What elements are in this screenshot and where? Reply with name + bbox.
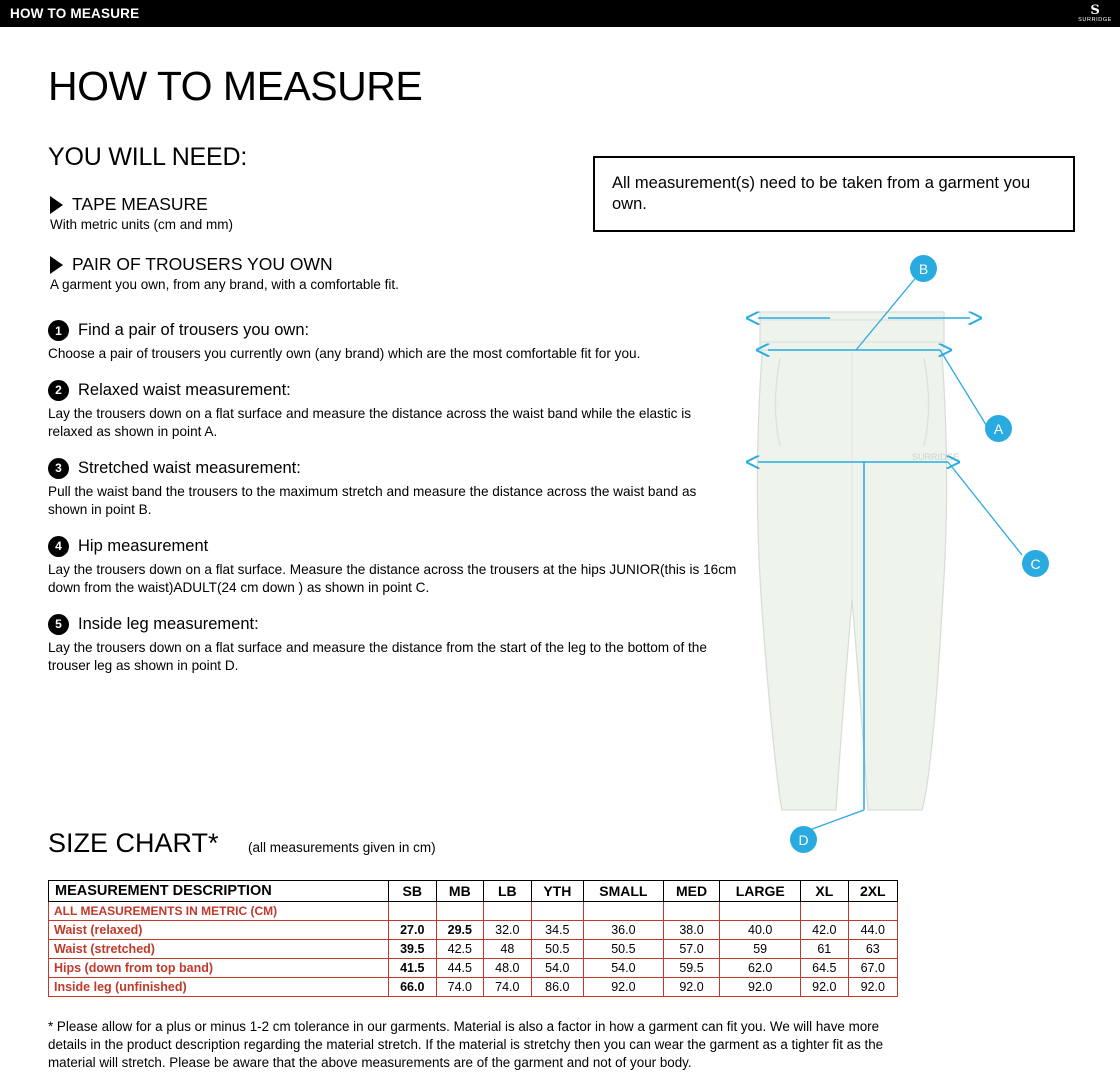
cell: 27.0	[389, 921, 437, 940]
cell: 59	[720, 940, 801, 959]
cell: 42.0	[801, 921, 849, 940]
cell: 38.0	[663, 921, 720, 940]
step-title: Stretched waist measurement:	[78, 458, 301, 477]
step-4	[48, 536, 738, 597]
size-chart-table	[48, 880, 898, 997]
cell: 39.5	[389, 940, 437, 959]
step-2	[48, 380, 738, 441]
table-row	[49, 921, 898, 940]
section-label: ALL MEASUREMENTS IN METRIC (CM)	[49, 902, 389, 921]
col-header-mb: MB	[436, 881, 484, 902]
cell: 42.5	[436, 940, 484, 959]
step-body: Lay the trousers down on a flat surface and measure the distance from the start of the leg to the bottom of the trouser leg as shown in point D.	[48, 639, 707, 673]
cell: 57.0	[663, 940, 720, 959]
cell: 54.0	[531, 959, 583, 978]
cell: 54.0	[584, 959, 664, 978]
cell	[484, 902, 532, 921]
svg-text:SURRIDGE: SURRIDGE	[912, 452, 960, 462]
step-title: Find a pair of trousers you own:	[78, 321, 310, 339]
cell: 40.0	[720, 921, 801, 940]
table-row	[49, 959, 898, 978]
cell: 59.5	[663, 959, 720, 978]
step-head	[48, 320, 738, 341]
cell: 61	[801, 940, 849, 959]
table-body	[49, 902, 898, 997]
cell	[389, 902, 437, 921]
cell: 92.0	[584, 978, 664, 997]
table-header-row	[49, 881, 898, 902]
cell: 41.5	[389, 959, 437, 978]
footnote-text: * Please allow for a plus or minus 1-2 cm tolerance in our garments. Material is also a factor in how a garment can fit you. We will have more details in the product description regarding the material stretch. If the material is stretchy then you can wear the garment as a tighter fit as the material will stretch. Please be aware that the above measurements are of the garment and not of your body.	[48, 1019, 884, 1071]
need-subtext: With metric units (cm and mm)	[50, 217, 234, 232]
need-subtext: A garment you own, from any brand, with a comfortable fit.	[50, 277, 399, 292]
row-label: Waist (relaxed)	[49, 921, 389, 940]
cell: 44.0	[848, 921, 897, 940]
callout-d: D	[790, 826, 817, 853]
cell: 67.0	[848, 959, 897, 978]
cell: 32.0	[484, 921, 532, 940]
triangle-bullet-icon	[50, 196, 63, 214]
cell: 92.0	[801, 978, 849, 997]
brand-name-label: SURRIDGE	[1078, 16, 1112, 23]
cell: 34.5	[531, 921, 583, 940]
top-bar	[0, 0, 1120, 27]
measurement-note-text: All measurement(s) need to be taken from a garment you own.	[612, 173, 1031, 213]
brand-mark-icon: S	[1090, 2, 1100, 18]
cell: 44.5	[436, 959, 484, 978]
need-heading: TAPE MEASURE	[72, 194, 208, 214]
step-body: Choose a pair of trousers you currently own (any brand) which are the most comfortable fit for you.	[48, 346, 641, 361]
step-title: Inside leg measurement:	[78, 614, 259, 633]
cell: 74.0	[484, 978, 532, 997]
cell	[584, 902, 664, 921]
step-number-badge: 5	[48, 614, 69, 635]
cell	[801, 902, 849, 921]
table-row	[49, 978, 898, 997]
cell: 48	[484, 940, 532, 959]
cell: 92.0	[720, 978, 801, 997]
table-row-section	[49, 902, 898, 921]
cell: 63	[848, 940, 897, 959]
you-will-need-heading: YOU WILL NEED:	[48, 143, 248, 171]
row-label: Waist (stretched)	[49, 940, 389, 959]
cell	[848, 902, 897, 921]
triangle-bullet-icon	[50, 256, 63, 274]
callout-a: A	[985, 415, 1012, 442]
page-title: HOW TO MEASURE	[48, 63, 423, 109]
size-chart-note: (all measurements given in cm)	[248, 840, 436, 855]
step-3	[48, 458, 738, 519]
table-row	[49, 940, 898, 959]
cell: 62.0	[720, 959, 801, 978]
cell: 48.0	[484, 959, 532, 978]
step-number-badge: 2	[48, 380, 69, 401]
cell: 74.0	[436, 978, 484, 997]
step-head	[48, 458, 738, 479]
step-number-badge: 1	[48, 320, 69, 341]
step-number-badge: 3	[48, 458, 69, 479]
col-header-description: MEASUREMENT DESCRIPTION	[49, 881, 389, 902]
cell: 86.0	[531, 978, 583, 997]
step-1	[48, 320, 738, 363]
step-head	[48, 536, 738, 557]
trouser-diagram	[740, 250, 1100, 870]
callout-c: C	[1022, 550, 1049, 577]
row-label: Hips (down from top band)	[49, 959, 389, 978]
step-head	[48, 380, 738, 401]
col-header-small: SMALL	[584, 881, 664, 902]
cell	[663, 902, 720, 921]
step-body: Lay the trousers down on a flat surface and measure the distance across the waist band while the elastic is relaxed as shown in point A.	[48, 405, 692, 439]
cell: 50.5	[531, 940, 583, 959]
need-heading: PAIR OF TROUSERS YOU OWN	[72, 254, 333, 274]
col-header-lb: LB	[484, 881, 532, 902]
steps-list	[48, 320, 738, 674]
brand-logo	[1078, 4, 1112, 24]
cell: 29.5	[436, 921, 484, 940]
cell: 50.5	[584, 940, 664, 959]
cell	[720, 902, 801, 921]
table-head	[49, 881, 898, 902]
cell: 36.0	[584, 921, 664, 940]
cell: 66.0	[389, 978, 437, 997]
cell: 92.0	[663, 978, 720, 997]
step-body: Pull the waist band the trousers to the maximum stretch and measure the distance across the waist band as shown in point B.	[48, 483, 697, 517]
measurement-note-box	[593, 156, 1075, 232]
callout-b: B	[910, 255, 937, 282]
col-header-xl: XL	[801, 881, 849, 902]
top-bar-title: HOW TO MEASURE	[10, 6, 140, 21]
col-header-2xl: 2XL	[848, 881, 897, 902]
cell	[436, 902, 484, 921]
step-number-badge: 4	[48, 536, 69, 557]
trousers-shape	[757, 312, 959, 810]
col-header-med: MED	[663, 881, 720, 902]
step-body: Lay the trousers down on a flat surface. Measure the distance across the trousers at the hips JUNIOR(this is 16cm down from the waist)ADULT(24 cm down ) as shown in point C.	[48, 561, 737, 595]
size-chart-heading: SIZE CHART*	[48, 828, 219, 858]
step-head	[48, 614, 738, 635]
cell	[531, 902, 583, 921]
row-label: Inside leg (unfinished)	[49, 978, 389, 997]
col-header-yth: YTH	[531, 881, 583, 902]
cell: 92.0	[848, 978, 897, 997]
col-header-large: LARGE	[720, 881, 801, 902]
step-title: Relaxed waist measurement:	[78, 380, 291, 399]
step-5	[48, 614, 738, 675]
col-header-sb: SB	[389, 881, 437, 902]
step-title: Hip measurement	[78, 536, 209, 555]
cell: 64.5	[801, 959, 849, 978]
